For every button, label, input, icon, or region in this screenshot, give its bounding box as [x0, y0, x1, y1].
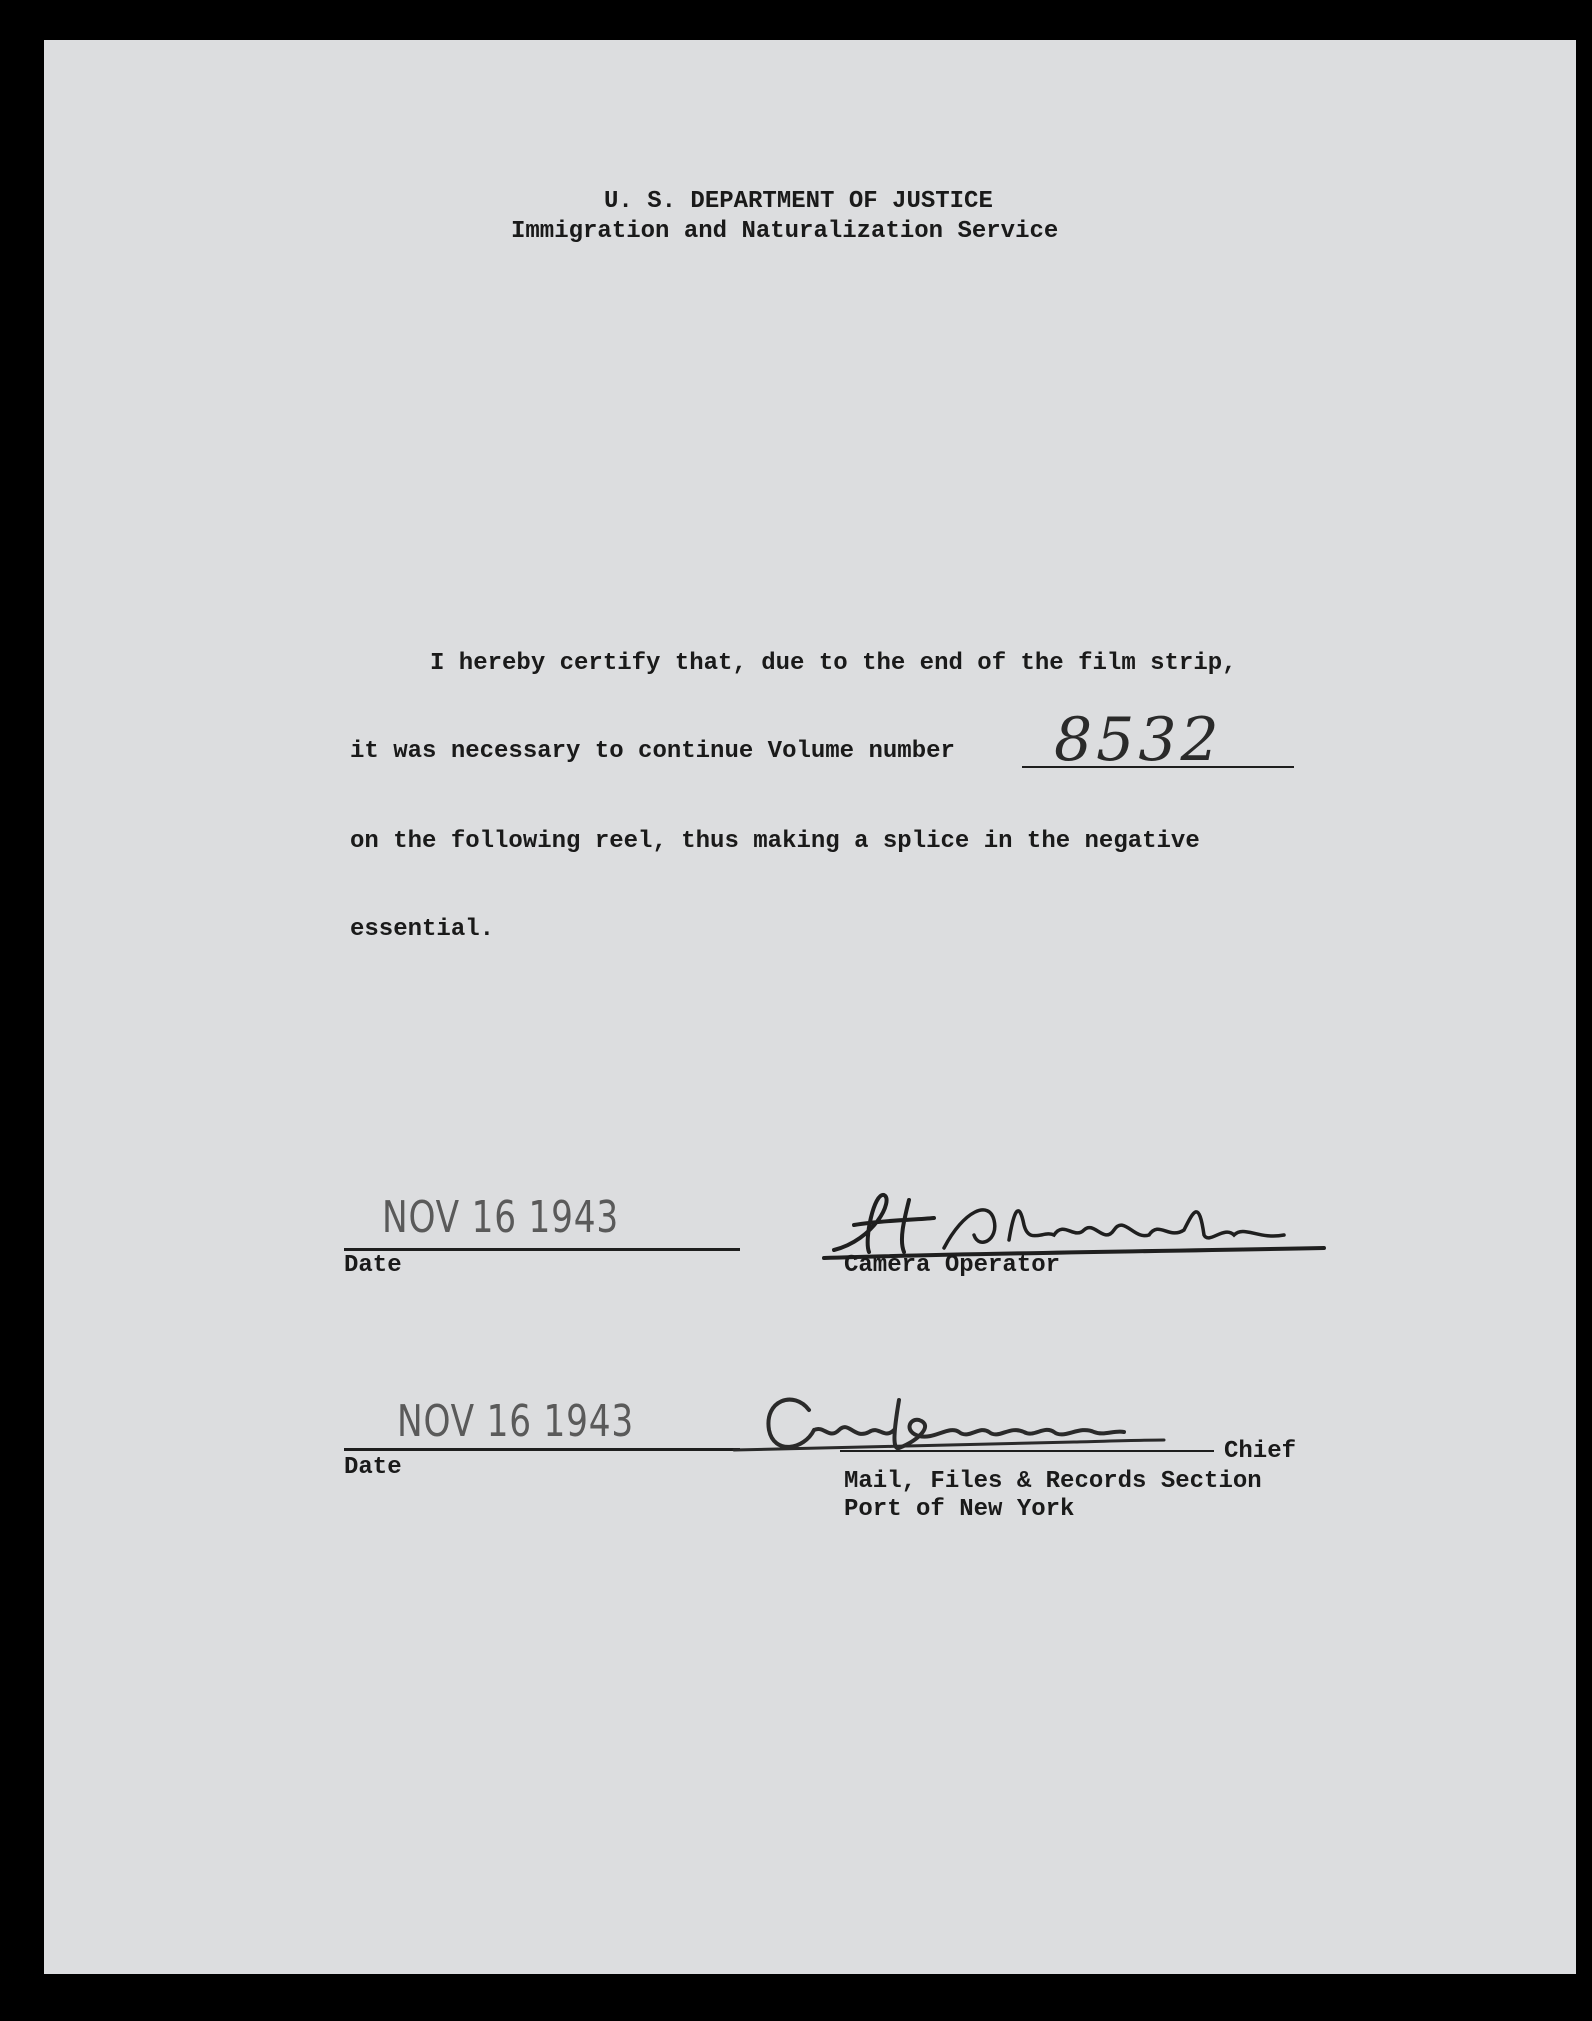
title-port-of-new-york: Port of New York — [844, 1496, 1075, 1523]
body-line-4: essential. — [350, 916, 495, 943]
header-service: Immigration and Naturalization Service — [511, 218, 1059, 245]
document-page — [44, 40, 1576, 1974]
title-chief: Chief — [1224, 1438, 1297, 1465]
date-rule-1 — [344, 1248, 740, 1251]
signature-rule-2 — [840, 1450, 1214, 1452]
title-camera-operator: Camera Operator — [844, 1252, 1061, 1279]
date-rule-2 — [344, 1448, 740, 1451]
body-line-3: on the following reel, thus making a splice in the negative — [350, 828, 1200, 855]
date-stamp-2: NOV 16 1943 — [397, 1396, 634, 1447]
signature-chief — [734, 1370, 1254, 1480]
date-stamp-1: NOV 16 1943 — [382, 1192, 619, 1243]
header-department: U. S. DEPARTMENT OF JUSTICE — [604, 188, 993, 215]
date-label-2: Date — [344, 1454, 402, 1481]
body-line-1: I hereby certify that, due to the end of the film strip, — [430, 650, 1237, 677]
date-label-1: Date — [344, 1252, 402, 1279]
title-mail-files-records: Mail, Files & Records Section — [844, 1468, 1262, 1495]
volume-number-handwritten: 8532 — [1054, 705, 1223, 775]
body-line-2: it was necessary to continue Volume number — [350, 738, 955, 765]
